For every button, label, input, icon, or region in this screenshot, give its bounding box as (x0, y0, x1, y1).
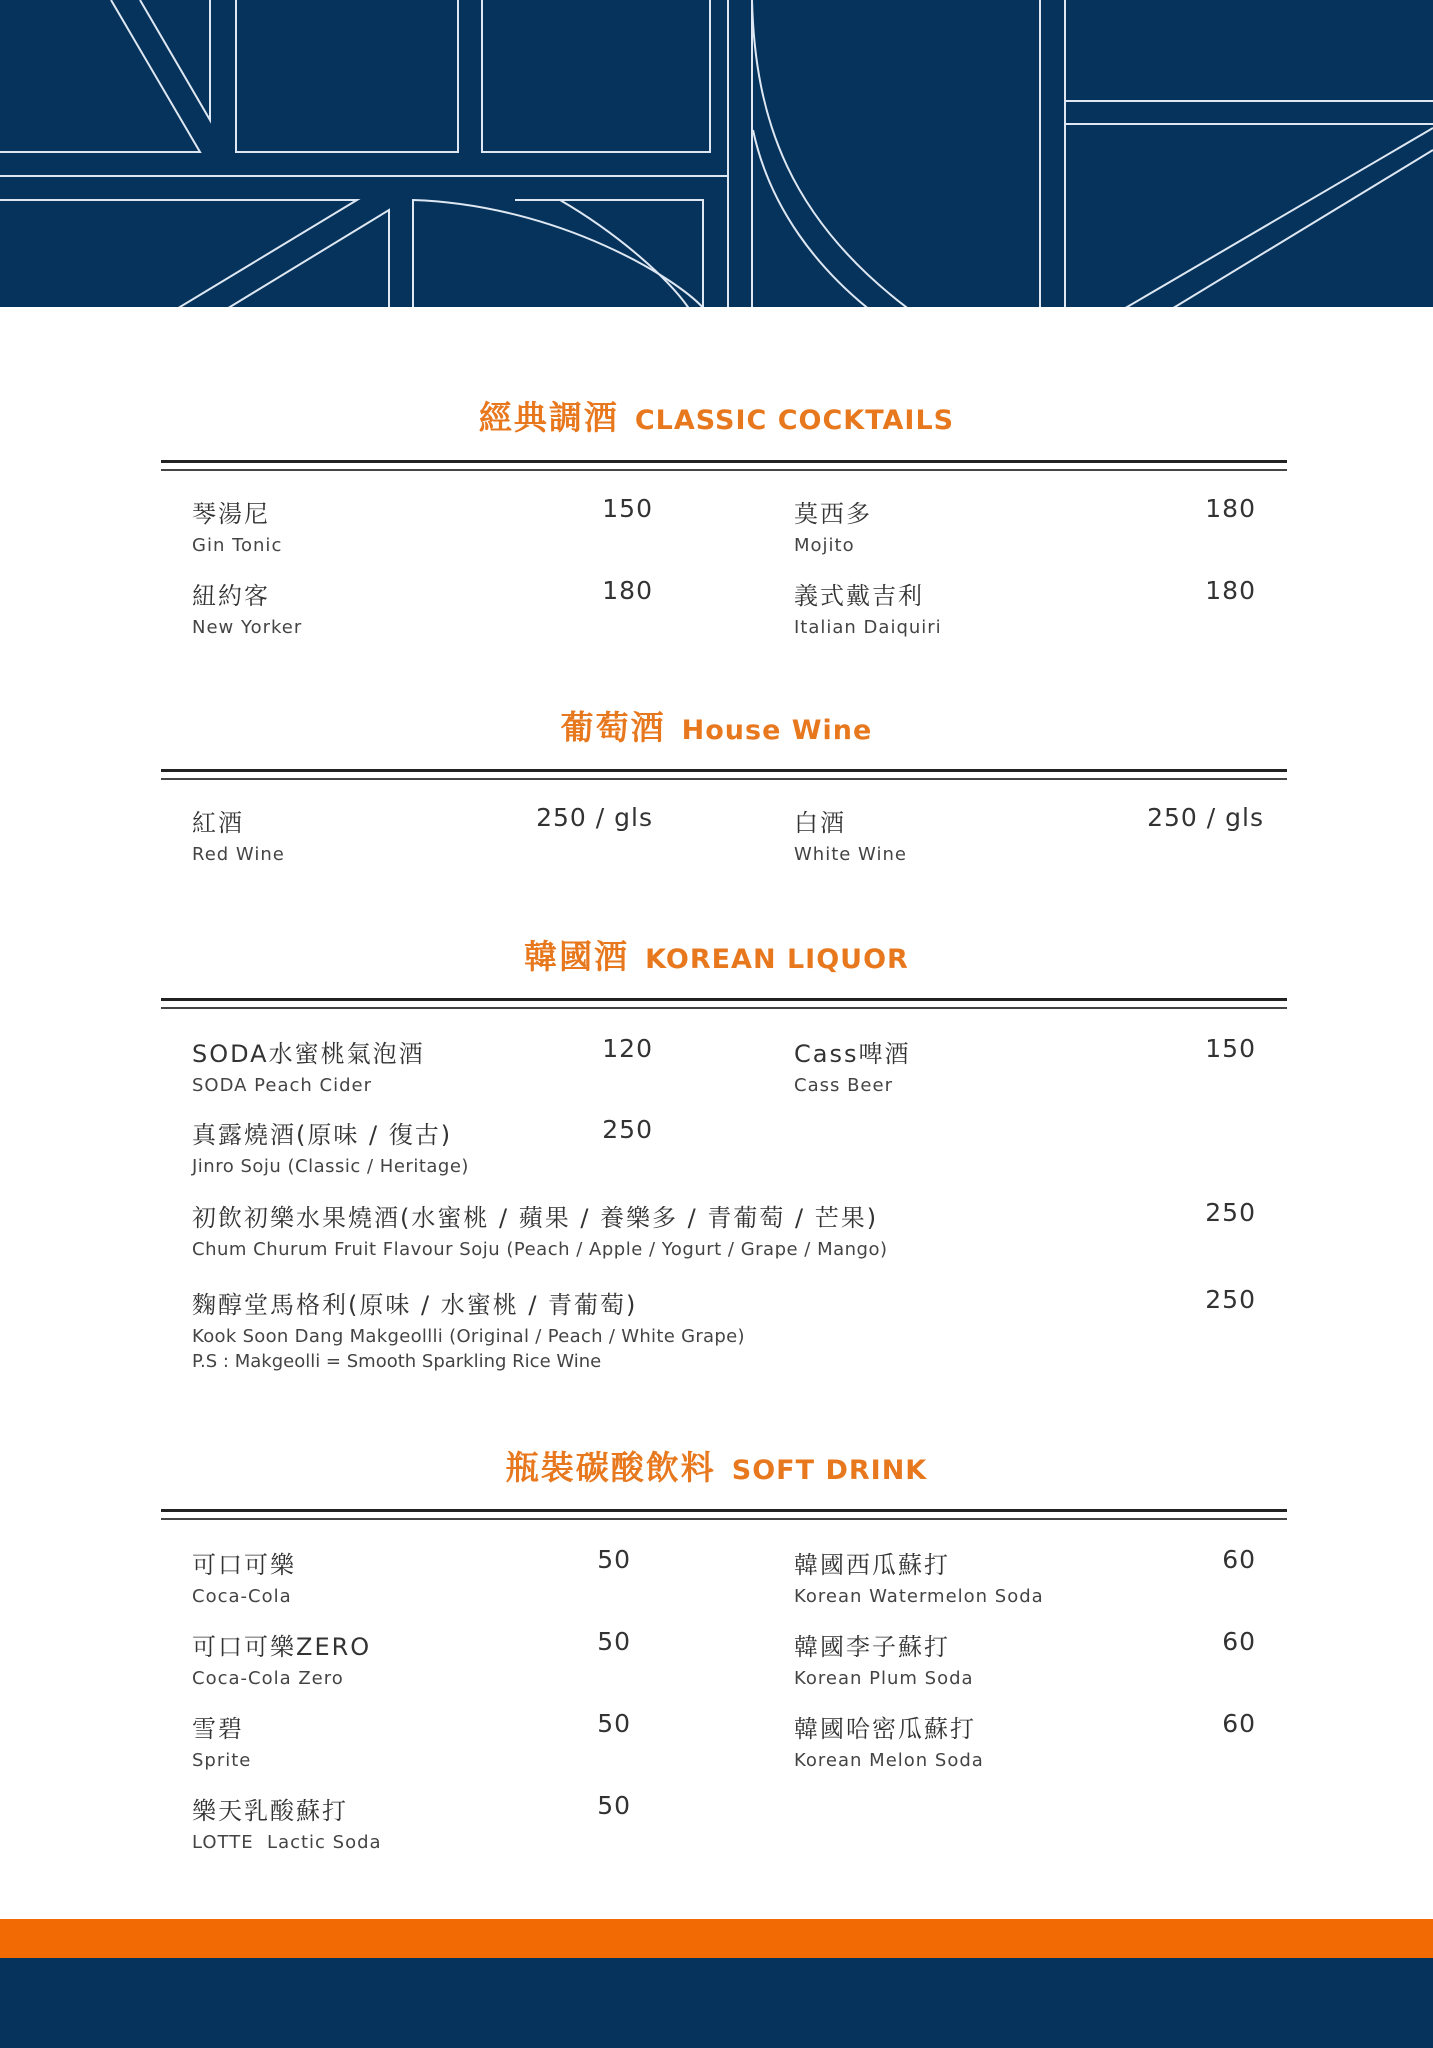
section-divider (161, 460, 1287, 471)
item-name-en: Coca-Cola (192, 1586, 292, 1607)
geometric-line-pattern-icon (0, 0, 1433, 307)
item-note: P.S : Makgeolli = Smooth Sparkling Rice Wine (192, 1351, 602, 1372)
item-price: 180 (1205, 576, 1256, 605)
menu-item (192, 1545, 296, 1607)
menu-item (192, 1115, 469, 1177)
item-name-zh: 紐約客 (192, 582, 270, 610)
section-title-zh: 經典調酒 (478, 398, 619, 437)
item-price: 250 (1205, 1285, 1256, 1314)
item-name-en: Korean Watermelon Soda (794, 1586, 1044, 1607)
item-price: 50 (597, 1791, 631, 1820)
item-price: 150 (602, 494, 653, 523)
item-name-en: Cass Beer (794, 1075, 893, 1096)
menu-item (192, 494, 282, 556)
footer-orange-stripe (0, 1919, 1433, 1958)
item-price: 50 (597, 1709, 631, 1738)
item-name-en: White Wine (794, 844, 907, 865)
item-name-en: SODA Peach Cider (192, 1075, 372, 1096)
item-name-en: Sprite (192, 1750, 252, 1771)
item-price: 60 (1222, 1627, 1256, 1656)
item-name-zh: 雪碧 (192, 1715, 244, 1743)
footer-navy-band (0, 1958, 1433, 2048)
section-title-house-wine (0, 702, 1433, 749)
section-title-zh: 韓國酒 (524, 937, 630, 976)
item-name-zh: 紅酒 (192, 809, 244, 837)
item-price: 250 / gls (536, 803, 653, 832)
item-price: 50 (597, 1545, 631, 1574)
menu-item (192, 576, 302, 638)
item-name-zh: 義式戴吉利 (794, 582, 924, 610)
section-title-en: CLASSIC COCKTAILS (634, 405, 955, 436)
item-name-zh: SODA水蜜桃氣泡酒 (192, 1040, 425, 1068)
section-title-classic-cocktails (0, 392, 1433, 439)
item-name-zh: 真露燒酒(原味 / 復古) (192, 1121, 453, 1149)
item-name-en: Gin Tonic (192, 535, 283, 556)
item-name-zh: 韓國李子蘇打 (794, 1633, 950, 1661)
item-name-en: Red Wine (192, 844, 285, 865)
item-name-en: LOTTE Lactic Soda (192, 1832, 382, 1853)
section-divider (161, 769, 1287, 780)
menu-item (794, 576, 942, 638)
menu-item (192, 1709, 251, 1771)
section-title-en: KOREAN LIQUOR (645, 944, 909, 975)
menu-item (794, 494, 872, 556)
section-title-en: SOFT DRINK (731, 1455, 928, 1486)
item-name-en: Coca-Cola Zero (192, 1668, 344, 1689)
item-price: 120 (602, 1034, 653, 1063)
menu-item (794, 1709, 984, 1771)
section-title-soft-drink (0, 1442, 1433, 1489)
menu-item (794, 1545, 1044, 1607)
menu-item (192, 1034, 425, 1096)
section-title-korean-liquor (0, 931, 1433, 978)
menu-item (192, 1791, 382, 1853)
item-name-zh: 初飲初樂水果燒酒(水蜜桃 / 蘋果 / 養樂多 / 青葡萄 / 芒果) (192, 1204, 879, 1232)
menu-item (192, 1198, 888, 1260)
item-price: 50 (597, 1627, 631, 1656)
menu-item (192, 1627, 371, 1689)
item-name-en: Italian Daiquiri (794, 617, 942, 638)
item-price: 150 (1205, 1034, 1256, 1063)
item-price: 250 / gls (1147, 803, 1264, 832)
item-name-zh: 麴醇堂馬格利(原味 / 水蜜桃 / 青葡萄) (192, 1291, 638, 1319)
section-divider (161, 1509, 1287, 1520)
item-name-zh: 可口可樂 (192, 1551, 296, 1579)
menu-item (794, 1034, 910, 1096)
menu-item (794, 803, 907, 865)
menu-item (192, 803, 285, 865)
item-name-zh: 樂天乳酸蘇打 (192, 1797, 348, 1825)
item-name-en: Korean Melon Soda (794, 1750, 984, 1771)
item-name-zh: Cass啤酒 (794, 1040, 911, 1068)
menu-item (192, 1285, 745, 1372)
item-name-en: Jinro Soju (Classic / Heritage) (192, 1156, 469, 1177)
section-title-zh: 葡萄酒 (560, 708, 666, 747)
item-price: 60 (1222, 1709, 1256, 1738)
section-divider (161, 998, 1287, 1009)
item-name-zh: 莫西多 (794, 500, 872, 528)
menu-item (794, 1627, 974, 1689)
item-price: 180 (602, 576, 653, 605)
item-price: 250 (1205, 1198, 1256, 1227)
item-price: 250 (602, 1115, 653, 1144)
item-name-zh: 韓國西瓜蘇打 (794, 1551, 950, 1579)
item-name-zh: 白酒 (794, 809, 846, 837)
section-title-zh: 瓶裝碳酸飲料 (505, 1448, 716, 1487)
item-name-zh: 韓國哈密瓜蘇打 (794, 1715, 976, 1743)
header-geometric-banner (0, 0, 1433, 307)
item-name-zh: 可口可樂ZERO (192, 1633, 372, 1661)
section-title-en: House Wine (681, 715, 873, 746)
item-name-zh: 琴湯尼 (192, 500, 270, 528)
item-name-en: Korean Plum Soda (794, 1668, 974, 1689)
item-name-en: Chum Churum Fruit Flavour Soju (Peach / Apple / Yogurt / Grape / Mango) (192, 1239, 888, 1260)
item-name-en: New Yorker (192, 617, 303, 638)
item-name-en: Kook Soon Dang Makgeollli (Original / Peach / White Grape) (192, 1326, 745, 1347)
item-price: 180 (1205, 494, 1256, 523)
item-price: 60 (1222, 1545, 1256, 1574)
item-name-en: Mojito (794, 535, 855, 556)
